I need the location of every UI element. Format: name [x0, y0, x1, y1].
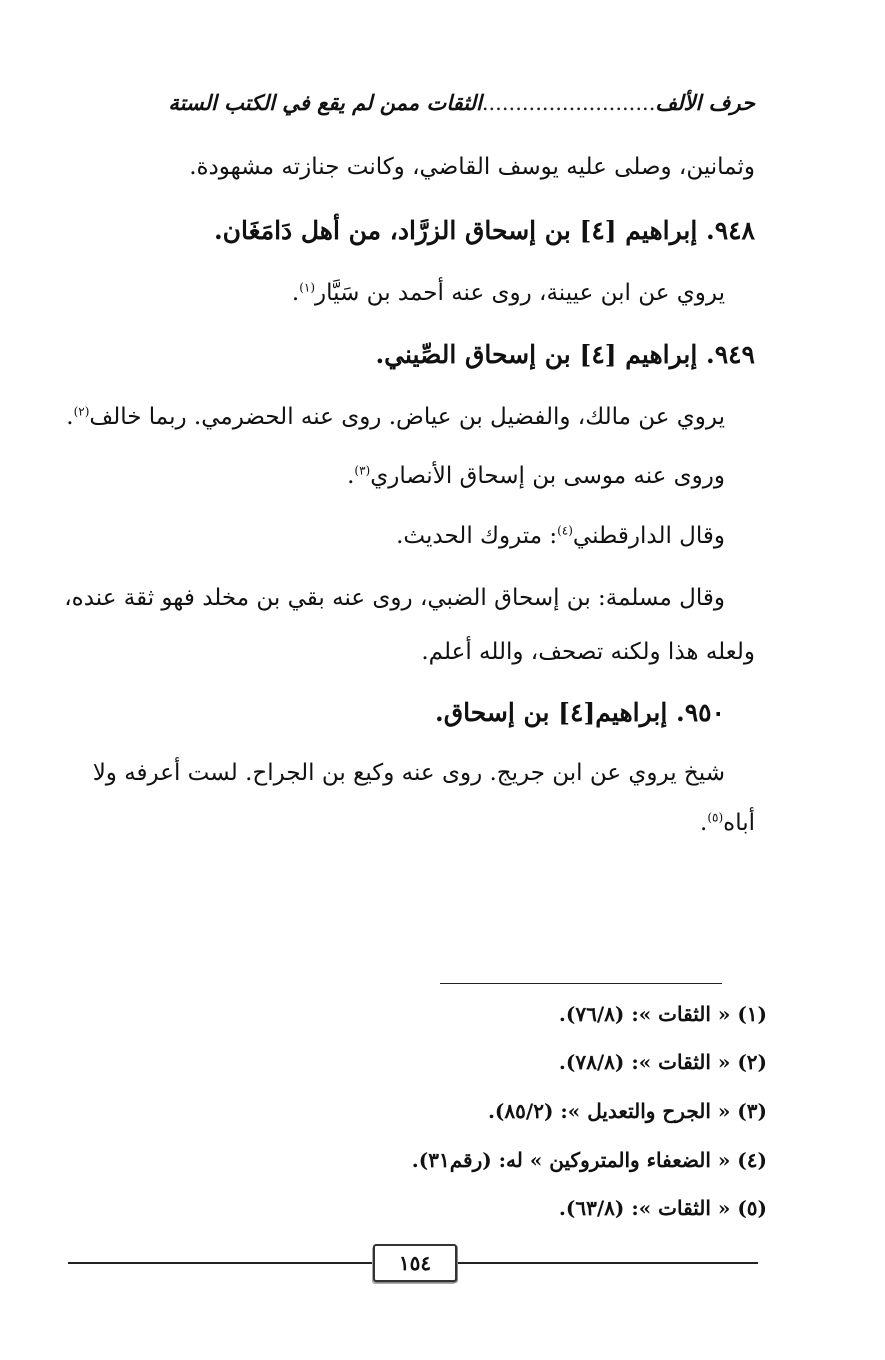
footnote-5: (٥) « الثقات »: (٦٣/٨).: [558, 1196, 767, 1220]
page-number-text: ١٥٤: [398, 1251, 432, 1275]
entry-heading-950: ٩٥٠. إبراهيم[٤] بن إسحاق.: [435, 698, 725, 727]
chapter-title: حرف الألف: [655, 90, 755, 115]
text-line: شيخ يروي عن ابن جريج. روى عنه وكيع بن الجراح. لست أعرفه ولا: [92, 760, 725, 786]
entry-heading-949: ٩٤٩. إبراهيم [٤] بن إسحاق الصِّيني.: [375, 340, 755, 369]
footnote-ref: (١): [299, 280, 316, 295]
text-line: [700, 810, 755, 838]
text-span: أباه: [723, 810, 755, 836]
text-span: : متروك الحديث.: [396, 523, 558, 549]
bottom-rule-left: [68, 1262, 373, 1264]
text-span: وروى عنه موسى بن إسحاق الأنصاري: [370, 463, 725, 489]
book-title: الثقات ممن لم يقع في الكتب الستة: [168, 90, 482, 115]
running-header: [100, 90, 755, 124]
text-span: يروي عن مالك، والفضيل بن عياض. روى عنه الحضرمي. ربما خالف: [89, 404, 725, 430]
footnote-3: (٣) « الجرح والتعديل »: (٨٥/٢).: [487, 1099, 767, 1123]
page-number: [373, 1244, 457, 1282]
text-line: [396, 523, 725, 551]
text-line: وقال مسلمة: بن إسحاق الضبي، روى عنه بقي بن مخلد فهو ثقة عنده،: [64, 585, 725, 611]
footnote-ref: (٥): [707, 810, 724, 825]
footnote-1: (١) « الثقات »: (٧٦/٨).: [558, 1002, 767, 1026]
text-span: .: [347, 463, 355, 489]
text-span: يروي عن ابن عيينة، روى عنه أحمد بن سَيَّار: [315, 280, 725, 306]
footnote-2: (٢) « الثقات »: (٧٨/٨).: [558, 1050, 767, 1074]
footnote-separator: [440, 983, 722, 984]
text-span: .: [291, 280, 300, 306]
footnote-ref: (٣): [354, 463, 371, 478]
footnote-ref: (٤): [557, 523, 573, 538]
entry-heading-948: ٩٤٨. إبراهيم [٤] بن إسحاق الزرَّاد، من أهل دَامَغَان.: [213, 216, 755, 245]
text-line: وثمانين، وصلى عليه يوسف القاضي، وكانت جنازته مشهودة.: [189, 154, 755, 180]
text-span: وقال الدارقطني: [572, 523, 725, 549]
text-line: [292, 280, 725, 308]
text-line: [347, 463, 725, 491]
bottom-rule-right: [453, 1262, 758, 1264]
text-span: .: [700, 810, 708, 836]
text-line: ولعله هذا ولكنه تصحف، والله أعلم.: [421, 639, 755, 665]
footnote-4: (٤) « الضعفاء والمتروكين » له: (رقم٣١).: [411, 1148, 767, 1172]
footnote-ref: (٢): [73, 404, 90, 419]
text-span: .: [66, 404, 74, 430]
text-line: [66, 404, 725, 432]
header-dots: ..........................: [481, 91, 656, 115]
